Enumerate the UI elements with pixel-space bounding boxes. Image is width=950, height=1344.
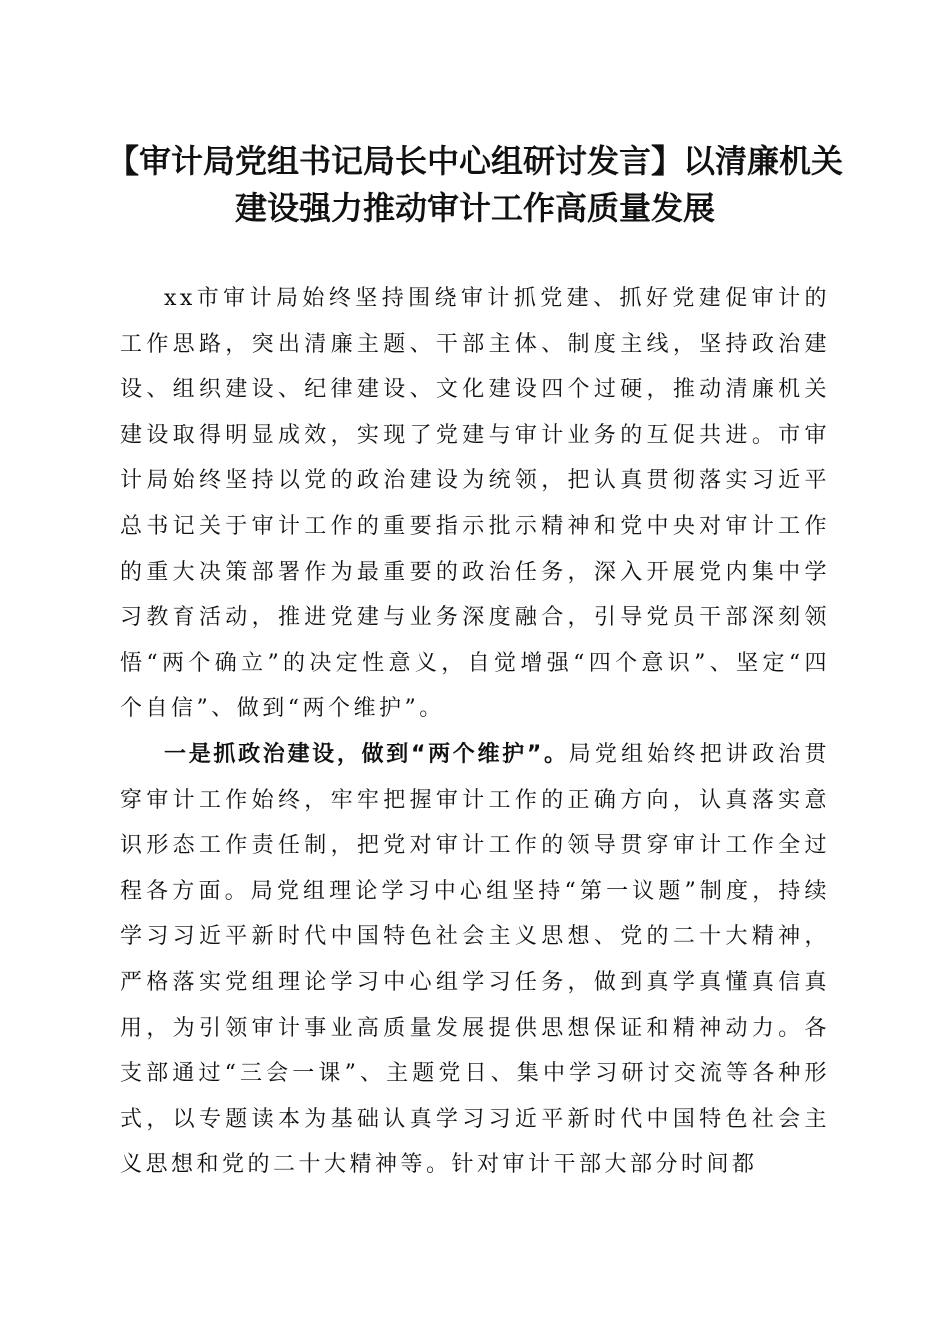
paragraph-text: 局党组始终把讲政治贯穿审计工作始终，牢牢把握审计工作的正确方向，认真落实意识形态工作责任制，把党对审计工作的领导贯穿审计工作全过程各方面。局党组理论学习中心组坚持“第一议题”制度，持续学习习近平新时代中国特色社会主义思想、党的二十大精神，严格落实党组理论学习中心组学习任务，做到真学真懂真信真用，为引领审计事业高质量发展提供思想保证和精神动力。各支部通过“三会一课”、主题党日、集中学习研讨交流等各种形式，以专题读本为基础认真学习习近平新时代中国特色社会主义思想和党的二十大精神等。针对审计干部大部分时间都 xyxy=(120,741,830,1178)
paragraph-political-building xyxy=(120,732,830,1188)
document-body xyxy=(120,276,830,1188)
paragraph-intro: xx市审计局始终坚持围绕审计抓党建、抓好党建促审计的工作思路，突出清廉主题、干部主体、制度主线，坚持政治建设、组织建设、纪律建设、文化建设四个过硬，推动清廉机关建设取得明显成效，实现了党建与审计业务的互促共进。市审计局始终坚持以党的政治建设为统领，把认真贯彻落实习近平总书记关于审计工作的重要指示批示精神和党中央对审计工作的重大决策部署作为最重要的政治任务，深入开展党内集中学习教育活动，推进党建与业务深度融合，引导党员干部深刻领悟“两个确立”的决定性意义，自觉增强“四个意识”、坚定“四个自信”、做到“两个维护”。 xyxy=(120,286,830,722)
paragraph-lead: 一是抓政治建设，做到“两个维护”。 xyxy=(164,741,569,767)
document-title: 【审计局党组书记局长中心组研讨发言】以清廉机关建设强力推动审计工作高质量发展 xyxy=(106,142,843,227)
